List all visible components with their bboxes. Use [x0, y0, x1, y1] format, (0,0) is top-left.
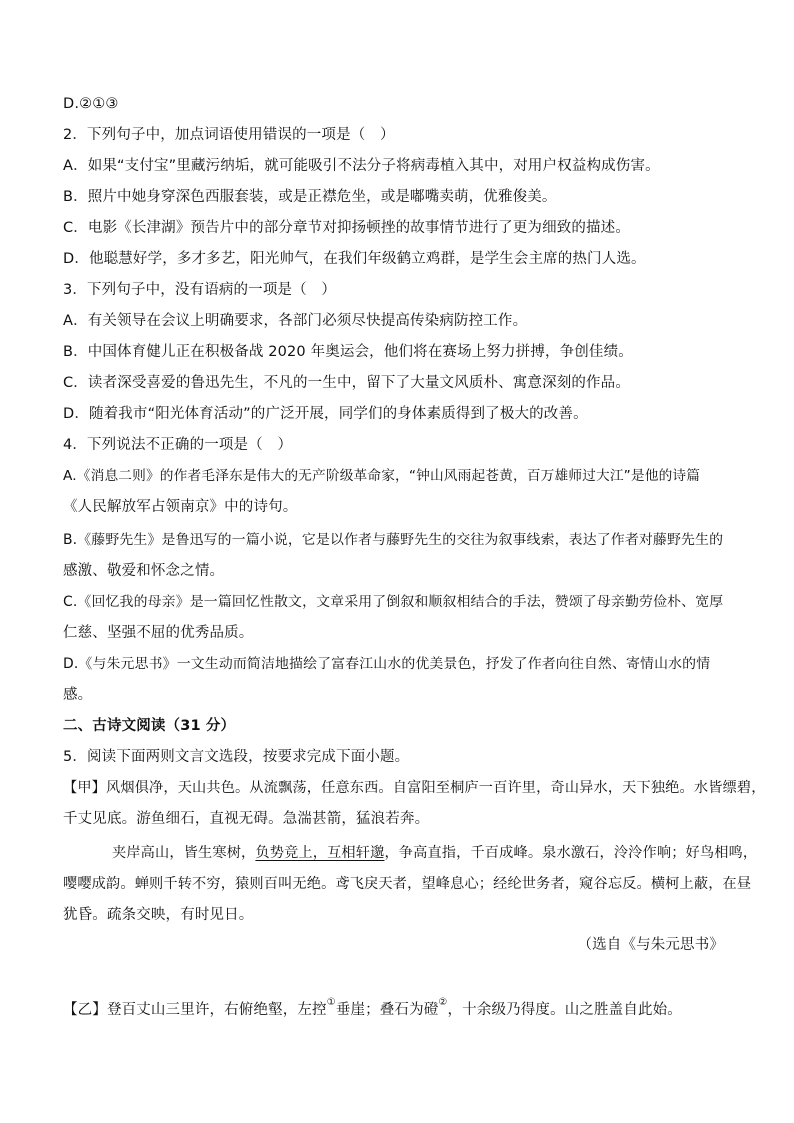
- passage-text: 夹岸高山，皆生寒树，: [112, 845, 256, 861]
- section-heading: 二、古诗文阅读（31 分）: [63, 718, 236, 734]
- passage-text: 垂崖；叠石为磴: [335, 1002, 439, 1018]
- q4-option-a: A.《消息二则》的作者毛泽东是伟大的无产阶级革命家，“钟山风雨起苍黄，百万雄师过大江”是他的诗篇: [63, 468, 701, 484]
- passage-text: 【乙】登百丈山三里许，右俯绝壑，左控: [63, 1002, 327, 1018]
- footnote-marker: ②: [438, 997, 448, 1008]
- option-line: D.②①③: [63, 96, 119, 112]
- question-5: 5．阅读下面两则文言文选段，按要求完成下面小题。: [63, 749, 410, 765]
- q3-option-d: D．随着我市“阳光体育活动”的广泛开展，同学们的身体素质得到了极大的改善。: [63, 406, 588, 422]
- q3-option-c: C．读者深受喜爱的鲁迅先生，不凡的一生中，留下了大量文风质朴、寓意深刻的作品。: [63, 375, 630, 391]
- q4-option-b: B.《藤野先生》是鲁迅写的一篇小说，它是以作者与藤野先生的交往为叙事线索，表达了作者对藤野先生的: [63, 532, 724, 548]
- q3-option-b: B．中国体育健儿正在积极备战 2020 年奥运会，他们将在赛场上努力拼搏，争创佳绩。: [63, 344, 633, 360]
- question-2: 2．下列句子中，加点词语使用错误的一项是（ ）: [63, 127, 395, 143]
- source-citation: （选自《与朱元思书》: [577, 937, 724, 953]
- q4-option-c: C.《回忆我的母亲》是一篇回忆性散文，文章采用了倒叙和顺叙相结合的手法，赞颂了母亲勤劳俭朴、宽厚: [63, 594, 724, 610]
- passage-jia-line-3: [112, 843, 758, 863]
- q3-option-a: A．有关领导在会议上明确要求，各部门必须尽快提高传染病防控工作。: [63, 313, 528, 329]
- passage-jia-line-2: 千丈见底。游鱼细石，直视无碍。急湍甚箭，猛浪若奔。: [63, 811, 430, 827]
- q2-option-b: B．照片中她身穿深色西服套装，或是正襟危坐，或是嘟嘴卖萌，优雅俊美。: [63, 189, 557, 205]
- question-3: 3．下列句子中，没有语病的一项是（ ）: [63, 282, 337, 298]
- q2-option-a: A．如果“支付宝”里藏污纳垢，就可能吸引不法分子将病毒植入其中，对用户权益构成伤害。: [63, 158, 660, 174]
- q2-option-d: D．他聪慧好学，多才多艺，阳光帅气，在我们年级鹤立鸡群，是学生会主席的热门人选。: [63, 251, 646, 267]
- q4-option-a-cont: 《人民解放军占领南京》中的诗句。: [63, 499, 298, 515]
- passage-text: ，争高直指，千百成峰。泉水激石，泠泠作响；好鸟相鸣，: [384, 845, 758, 861]
- q4-option-d-cont: 感。: [63, 687, 93, 703]
- q4-option-b-cont: 感激、敬爱和怀念之情。: [63, 563, 225, 579]
- passage-jia-line-1: 【甲】风烟俱净，天山共色。从流飘荡，任意东西。自富阳至桐庐一百许里，奇山异水，天下独绝。水皆缥碧，: [63, 780, 766, 796]
- question-4: 4．下列说法不正确的一项是（ ）: [63, 437, 293, 453]
- passage-yi-line-1: [63, 997, 754, 1020]
- q4-option-d: D.《与朱元思书》一文生动而简洁地描绘了富春江山水的优美景色，抒发了作者向往自然、寄情山水的情: [63, 656, 711, 672]
- q4-option-c-cont: 仁慈、坚强不屈的优秀品质。: [63, 625, 254, 641]
- passage-jia-line-4: 嘤嘤成韵。蝉则千转不穷，猿则百叫无绝。鸢飞戾天者，望峰息心；经纶世务者，窥谷忘反。横柯上蔽，在昼: [63, 876, 752, 892]
- passage-jia-line-5: 犹昏。疏条交映，有时见日。: [63, 907, 254, 923]
- underlined-phrase: 负势竞上，互相轩邈: [255, 845, 385, 861]
- footnote-marker: ①: [326, 997, 336, 1008]
- passage-text: ，十余级乃得度。山之胜盖自此始。: [447, 1002, 682, 1018]
- q2-option-c: C．电影《长津湖》预告片中的部分章节对抑扬顿挫的故事情节进行了更为细致的描述。: [63, 220, 630, 236]
